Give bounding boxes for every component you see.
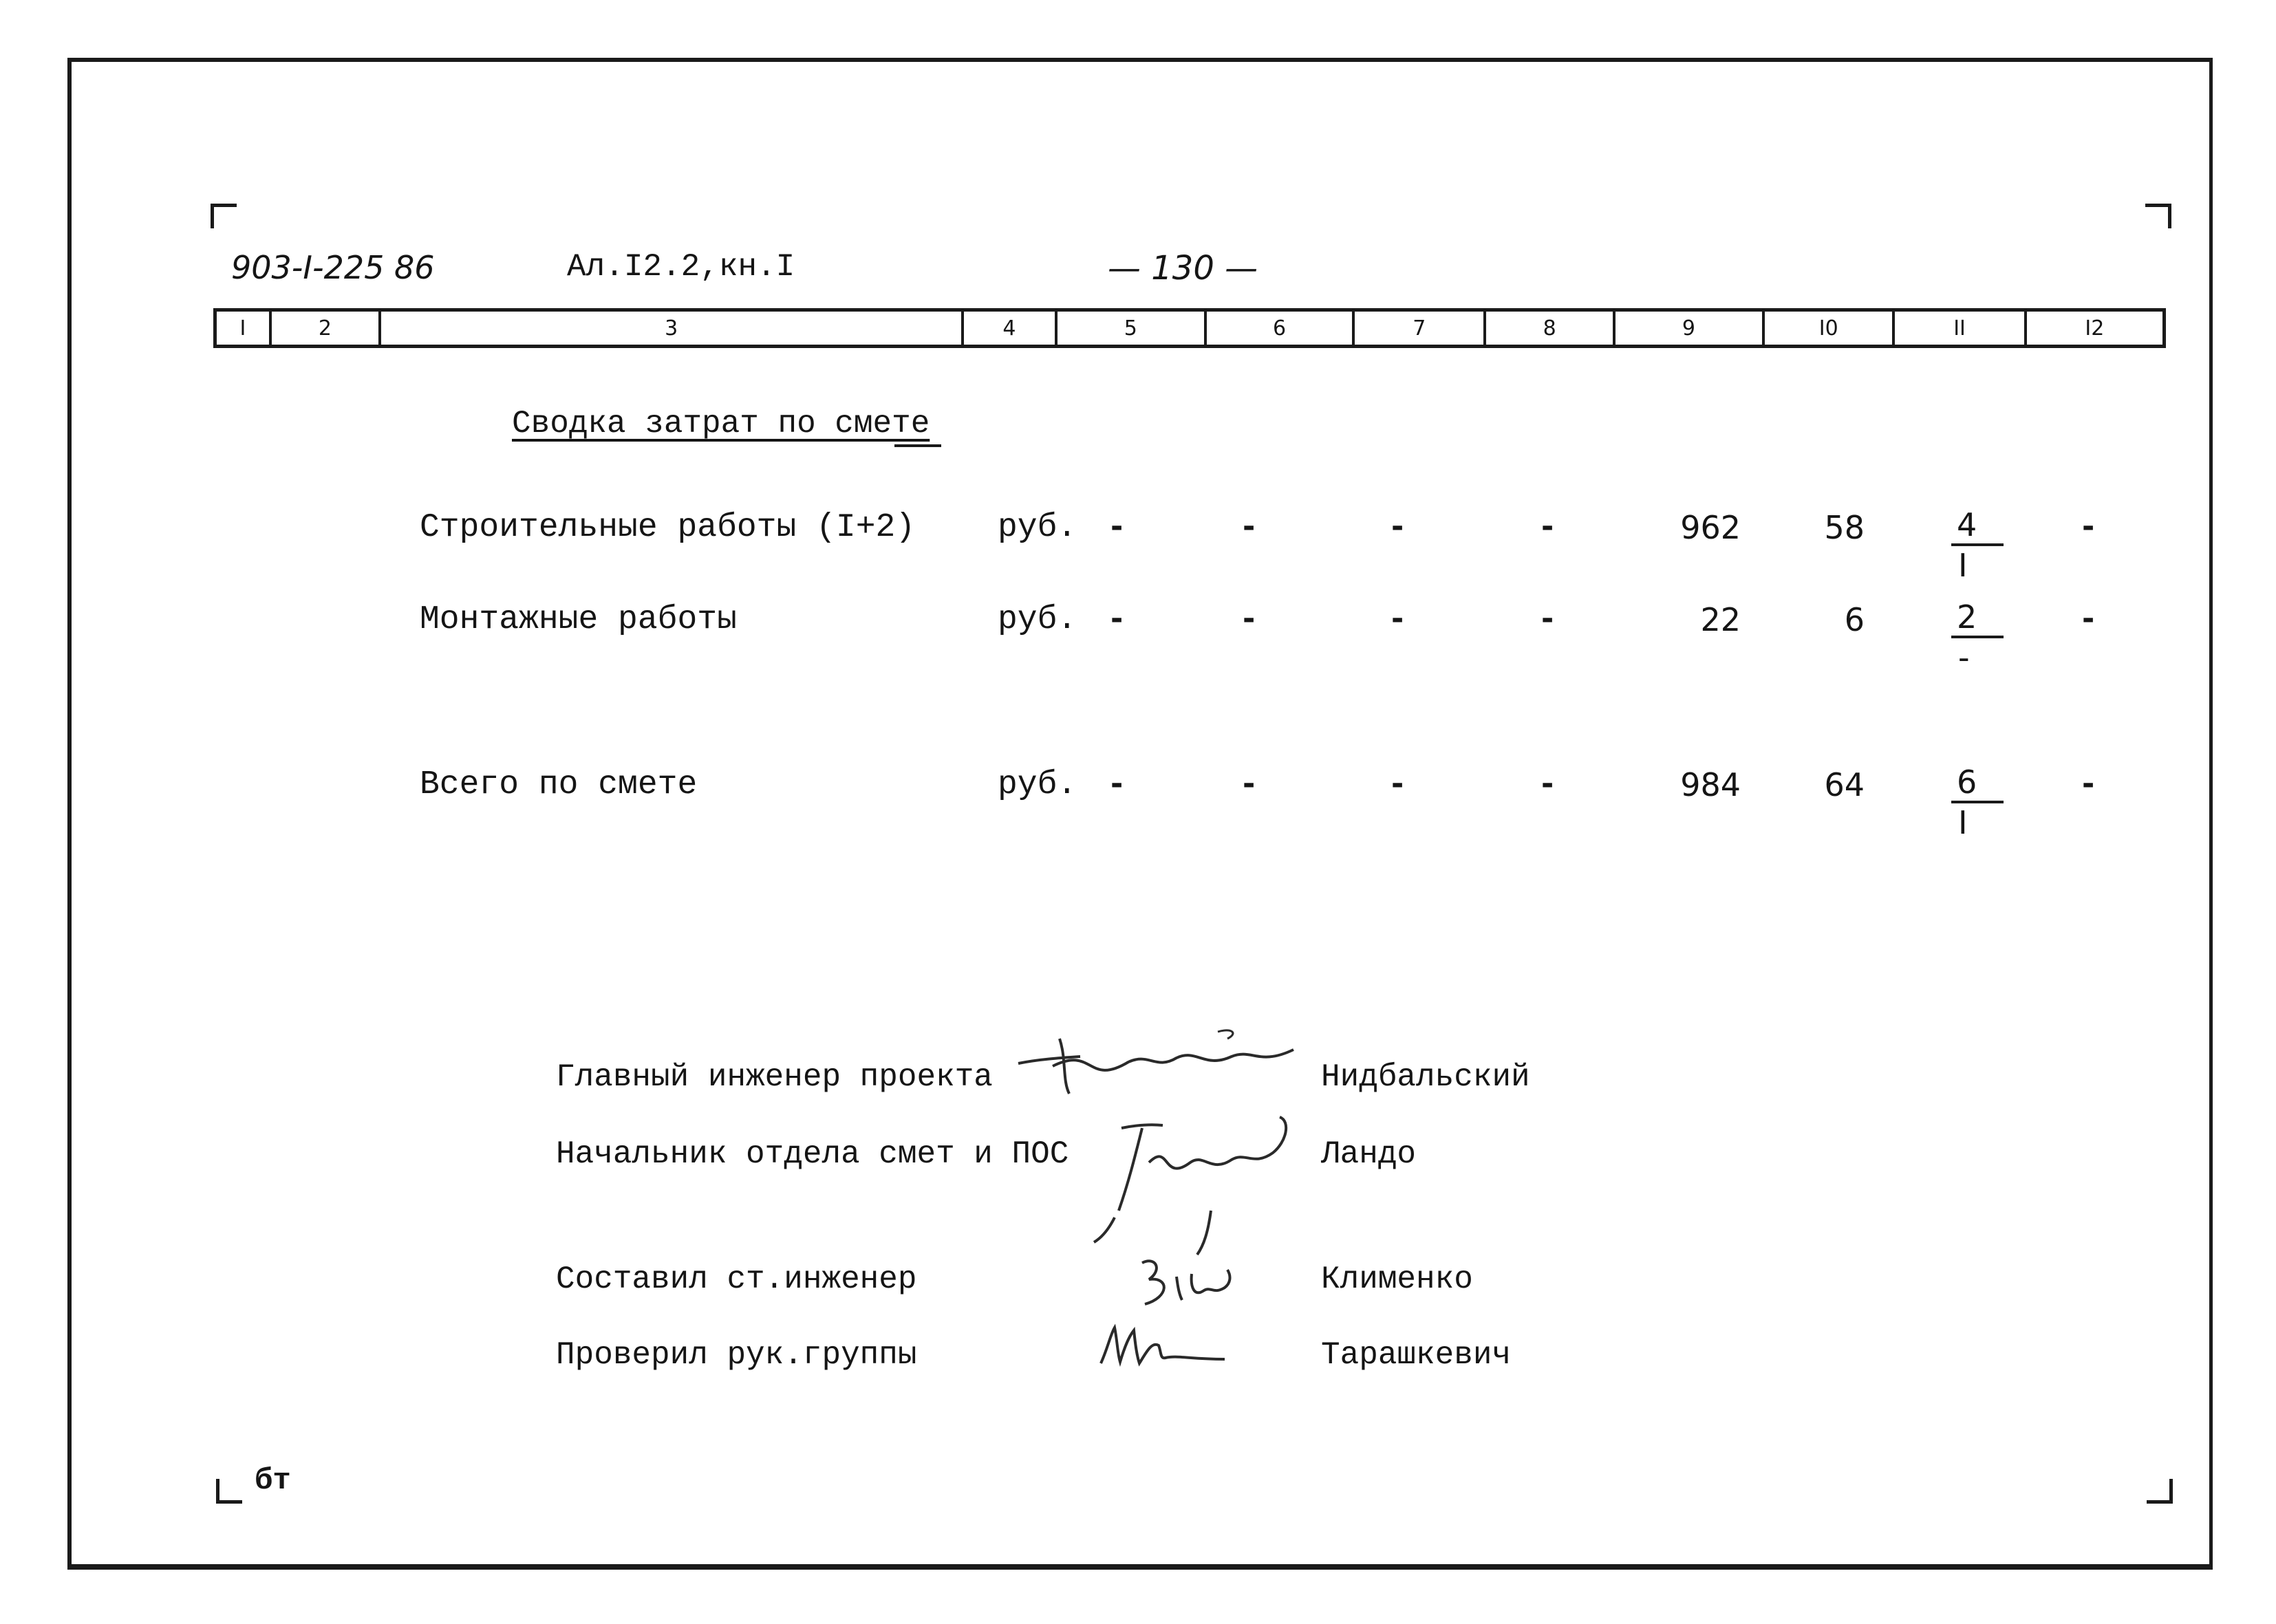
row-col9-value: 962 <box>1680 509 1741 546</box>
fraction-denominator: I <box>1958 547 1968 584</box>
column-number: 7 <box>1355 312 1486 345</box>
album-reference: Ал.I2.2,кн.I <box>567 249 795 285</box>
handwritten-signature-1 <box>1011 1018 1314 1101</box>
row-col6: - <box>1243 509 1256 544</box>
fraction-numerator: 4 <box>1951 506 2004 546</box>
column-number: 5 <box>1058 312 1207 345</box>
signatory-role: Проверил рук.группы <box>556 1337 917 1373</box>
column-number: 2 <box>272 312 381 345</box>
column-number: I2 <box>2085 316 2105 340</box>
row-col5: - <box>1110 509 1124 544</box>
row-col10-value: 64 <box>1824 766 1865 803</box>
row-col8: - <box>1541 601 1554 636</box>
row-col9-value: 984 <box>1680 766 1741 803</box>
column-number: II <box>1895 312 2026 345</box>
row-unit: руб. <box>998 509 1077 546</box>
title-underline-extension <box>894 444 941 447</box>
row-name: Монтажные работы <box>420 601 737 638</box>
row-name: Строительные работы (I+2) <box>420 509 916 546</box>
corner-mark-bottom-left <box>216 1479 242 1504</box>
row-col11-fraction <box>1951 764 2013 842</box>
signatory-role: Главный инженер проекта <box>556 1059 993 1095</box>
estimate-row <box>0 598 2276 676</box>
row-col8: - <box>1541 509 1554 544</box>
footer-mark: бт <box>255 1464 291 1498</box>
row-name: Всего по смете <box>420 766 698 803</box>
row-unit: руб. <box>998 601 1077 638</box>
row-col12: - <box>2082 766 2095 801</box>
column-number: 8 <box>1486 312 1615 345</box>
row-col5: - <box>1110 601 1124 636</box>
column-number: 3 <box>381 312 964 345</box>
column-number: 9 <box>1615 312 1765 345</box>
handwritten-signature-3 <box>1128 1249 1245 1311</box>
signatory-role: Начальник отдела смет и ПОС <box>556 1136 1069 1172</box>
estimate-row <box>0 506 2276 584</box>
row-col6: - <box>1243 601 1256 636</box>
column-number-header <box>213 308 2166 348</box>
section-title: Сводка затрат по смете <box>512 406 930 442</box>
signatory-role: Составил ст.инженер <box>556 1262 917 1297</box>
row-col5: - <box>1110 766 1124 801</box>
handwritten-signature-4 <box>1094 1321 1232 1376</box>
column-number: 4 <box>964 312 1058 345</box>
document-code: 903-I-225 86 <box>231 249 435 286</box>
row-col7: - <box>1391 601 1404 636</box>
fraction-denominator: I <box>1958 804 1968 841</box>
signatory-name: Тарашкевич <box>1321 1337 1512 1373</box>
page-number: — 130 — <box>1108 249 1258 288</box>
row-col7: - <box>1391 766 1404 801</box>
row-col12: - <box>2082 509 2095 544</box>
column-number: I0 <box>1765 312 1895 345</box>
column-number: I <box>217 312 272 345</box>
corner-mark-top-left <box>211 204 237 228</box>
row-col7: - <box>1391 509 1404 544</box>
row-col10-value: 6 <box>1844 601 1865 638</box>
row-col11-fraction <box>1951 598 2013 677</box>
row-col11-fraction <box>1951 506 2013 585</box>
corner-mark-bottom-right <box>2147 1479 2173 1504</box>
fraction-numerator: 2 <box>1951 598 2004 638</box>
signatory-name: Ландо <box>1321 1136 1417 1172</box>
fraction-numerator: 6 <box>1951 764 2004 803</box>
fraction-denominator: - <box>1958 639 1970 676</box>
signatory-name: Нидбальский <box>1321 1059 1530 1095</box>
row-col6: - <box>1243 766 1256 801</box>
row-col8: - <box>1541 766 1554 801</box>
signatory-name: Клименко <box>1321 1262 1473 1297</box>
row-col12: - <box>2082 601 2095 636</box>
column-number: 6 <box>1207 312 1355 345</box>
row-unit: руб. <box>998 766 1077 803</box>
row-col9-value: 22 <box>1700 601 1741 638</box>
row-col10-value: 58 <box>1824 509 1865 546</box>
handwritten-signature-2 <box>1073 1107 1321 1259</box>
estimate-total-row <box>0 764 2276 841</box>
corner-mark-top-right <box>2145 204 2171 228</box>
